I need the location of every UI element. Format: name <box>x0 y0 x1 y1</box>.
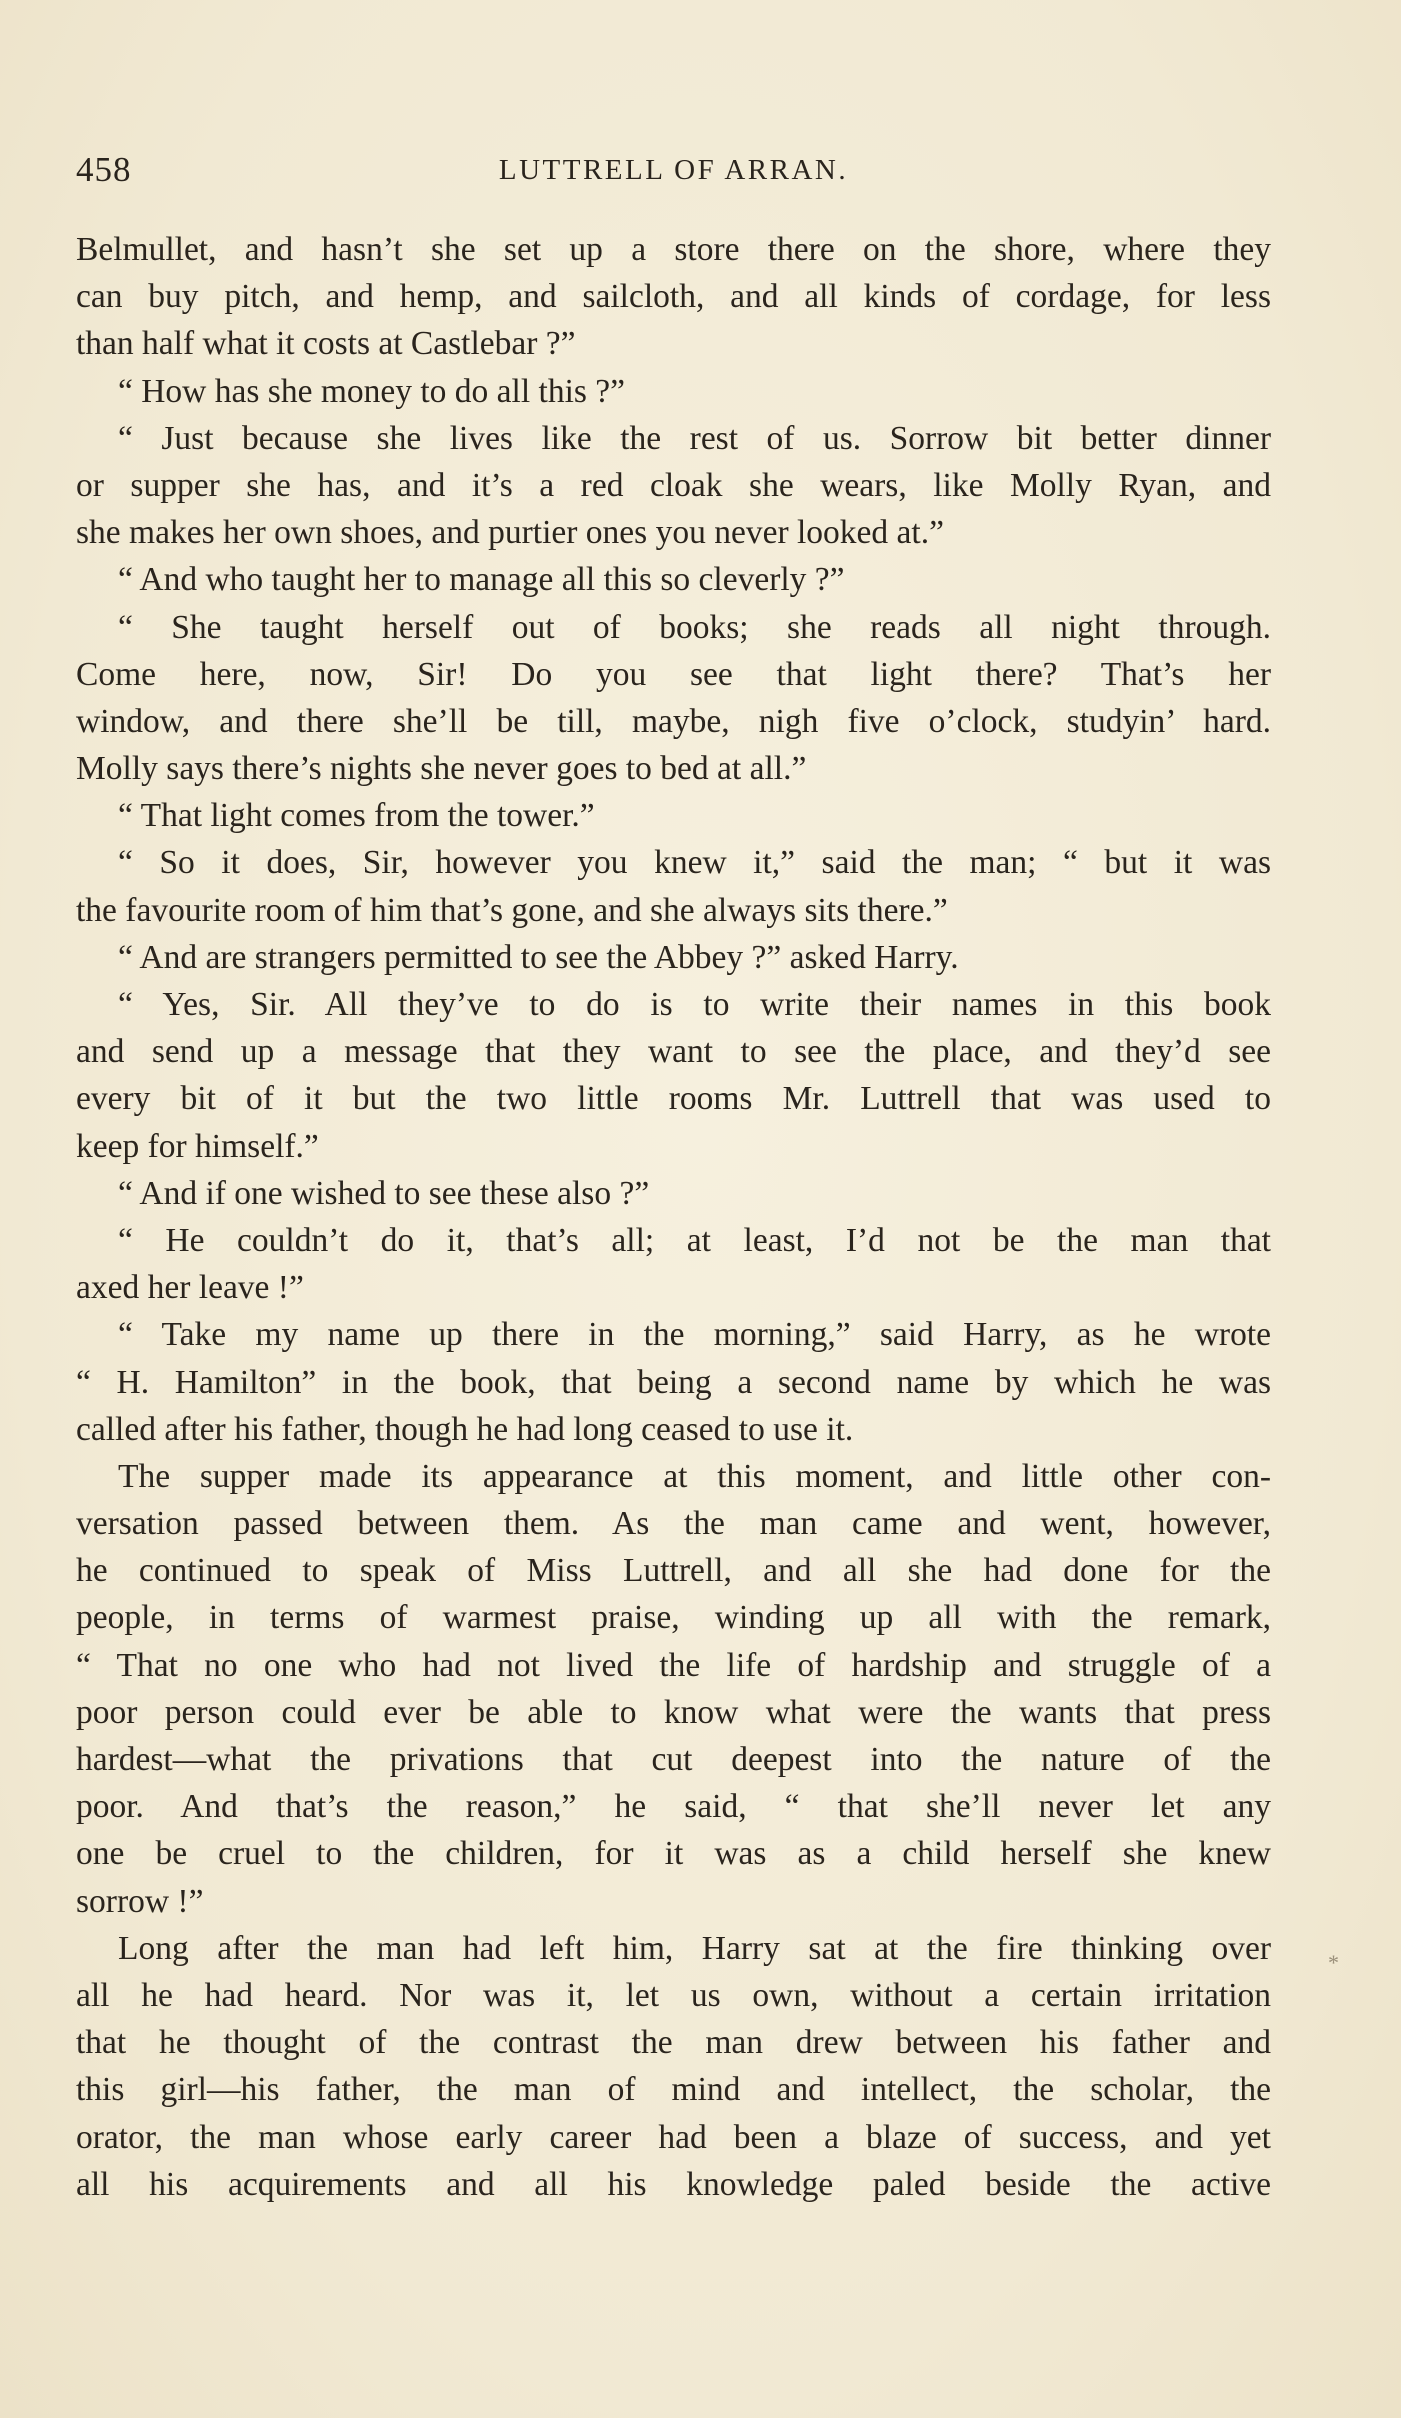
text-line: people, in terms of warmest praise, winding up all with the remark, <box>76 1599 1271 1637</box>
text-line: poor person could ever be able to know what were the wants that press <box>76 1693 1271 1731</box>
text-line: “ Take my name up there in the morning,” said Harry, as he wrote <box>118 1316 1271 1354</box>
text-line: called after his father, though he had long ceased to use it. <box>76 1410 854 1448</box>
text-line: all his acquirements and all his knowledge paled beside the active <box>76 2165 1271 2203</box>
text-line: sorrow !” <box>76 1882 204 1920</box>
text-line: poor. And that’s the reason,” he said, “ that she’ll never let any <box>76 1788 1271 1826</box>
text-line: Molly says there’s nights she never goes to bed at all.” <box>76 750 807 788</box>
text-line: Belmullet, and hasn’t she set up a store there on the shore, where they <box>76 231 1271 268</box>
asterisk-mark-icon: * <box>1328 1950 1339 1975</box>
text-line: than half what it costs at Castlebar ?” <box>76 325 576 363</box>
text-line: “ He couldn’t do it, that’s all; at least, I’d not be the man that <box>118 1221 1271 1259</box>
text-line: “ H. Hamilton” in the book, that being a second name by which he was <box>76 1363 1271 1401</box>
text-line: “ And are strangers permitted to see the Abbey ?” asked Harry. <box>118 938 959 976</box>
text-line: he continued to speak of Miss Luttrell, and all she had done for the <box>76 1552 1271 1590</box>
text-line: keep for himself.” <box>76 1127 319 1165</box>
text-line: this girl—his father, the man of mind and intellect, the scholar, the <box>76 2071 1271 2109</box>
text-line: “ She taught herself out of books; she reads all night through. <box>118 608 1271 646</box>
text-line: “ How has she money to do all this ?” <box>118 372 626 410</box>
text-line: one be cruel to the children, for it was as a child herself she knew <box>76 1835 1271 1873</box>
running-title: LUTTRELL OF ARRAN. <box>498 154 849 186</box>
text-line: “ And if one wished to see these also ?” <box>118 1174 650 1212</box>
text-line: “ And who taught her to manage all this so cleverly ?” <box>118 561 845 599</box>
text-line: “ That light comes from the tower.” <box>118 797 595 835</box>
text-line: “ Just because she lives like the rest of us. Sorrow bit better dinner <box>118 419 1271 457</box>
text-line: versation passed between them. As the man came and went, however, <box>76 1505 1271 1543</box>
text-line: all he had heard. Nor was it, let us own, without a certain irritation <box>76 1976 1271 2014</box>
body-text <box>76 226 1271 2208</box>
text-line: “ Yes, Sir. All they’ve to do is to write their names in this book <box>118 986 1271 1023</box>
text-line: axed her leave !” <box>76 1269 304 1307</box>
text-line: or supper she has, and it’s a red cloak she wears, like Molly Ryan, and <box>76 466 1271 504</box>
text-line: “ So it does, Sir, however you knew it,” said the man; “ but it was <box>118 844 1271 882</box>
page-header <box>76 150 1271 200</box>
text-line: hardest—what the privations that cut deepest into the nature of the <box>76 1741 1271 1778</box>
text-line: and send up a message that they want to see the place, and they’d see <box>76 1033 1271 1071</box>
text-line: every bit of it but the two little rooms Mr. Luttrell that was used to <box>76 1080 1271 1118</box>
text-line: the favourite room of him that’s gone, and she always sits there.” <box>76 891 948 929</box>
text-line: can buy pitch, and hemp, and sailcloth, and all kinds of cordage, for less <box>76 278 1271 316</box>
text-line: Long after the man had left him, Harry sat at the fire thinking over <box>118 1929 1271 1967</box>
text-line: window, and there she’ll be till, maybe, nigh five o’clock, studyin’ hard. <box>76 702 1271 740</box>
text-line: “ That no one who had not lived the life of hardship and struggle of a <box>76 1646 1271 1684</box>
text-line: The supper made its appearance at this moment, and little other con- <box>118 1457 1271 1495</box>
text-line: Come here, now, Sir! Do you see that light there? That’s her <box>76 655 1271 693</box>
text-line: orator, the man whose early career had been a blaze of success, and yet <box>76 2118 1271 2156</box>
text-line: that he thought of the contrast the man drew between his father and <box>76 2024 1271 2062</box>
page-number: 458 <box>76 150 132 189</box>
text-line: she makes her own shoes, and purtier ones you never looked at.” <box>76 514 944 552</box>
